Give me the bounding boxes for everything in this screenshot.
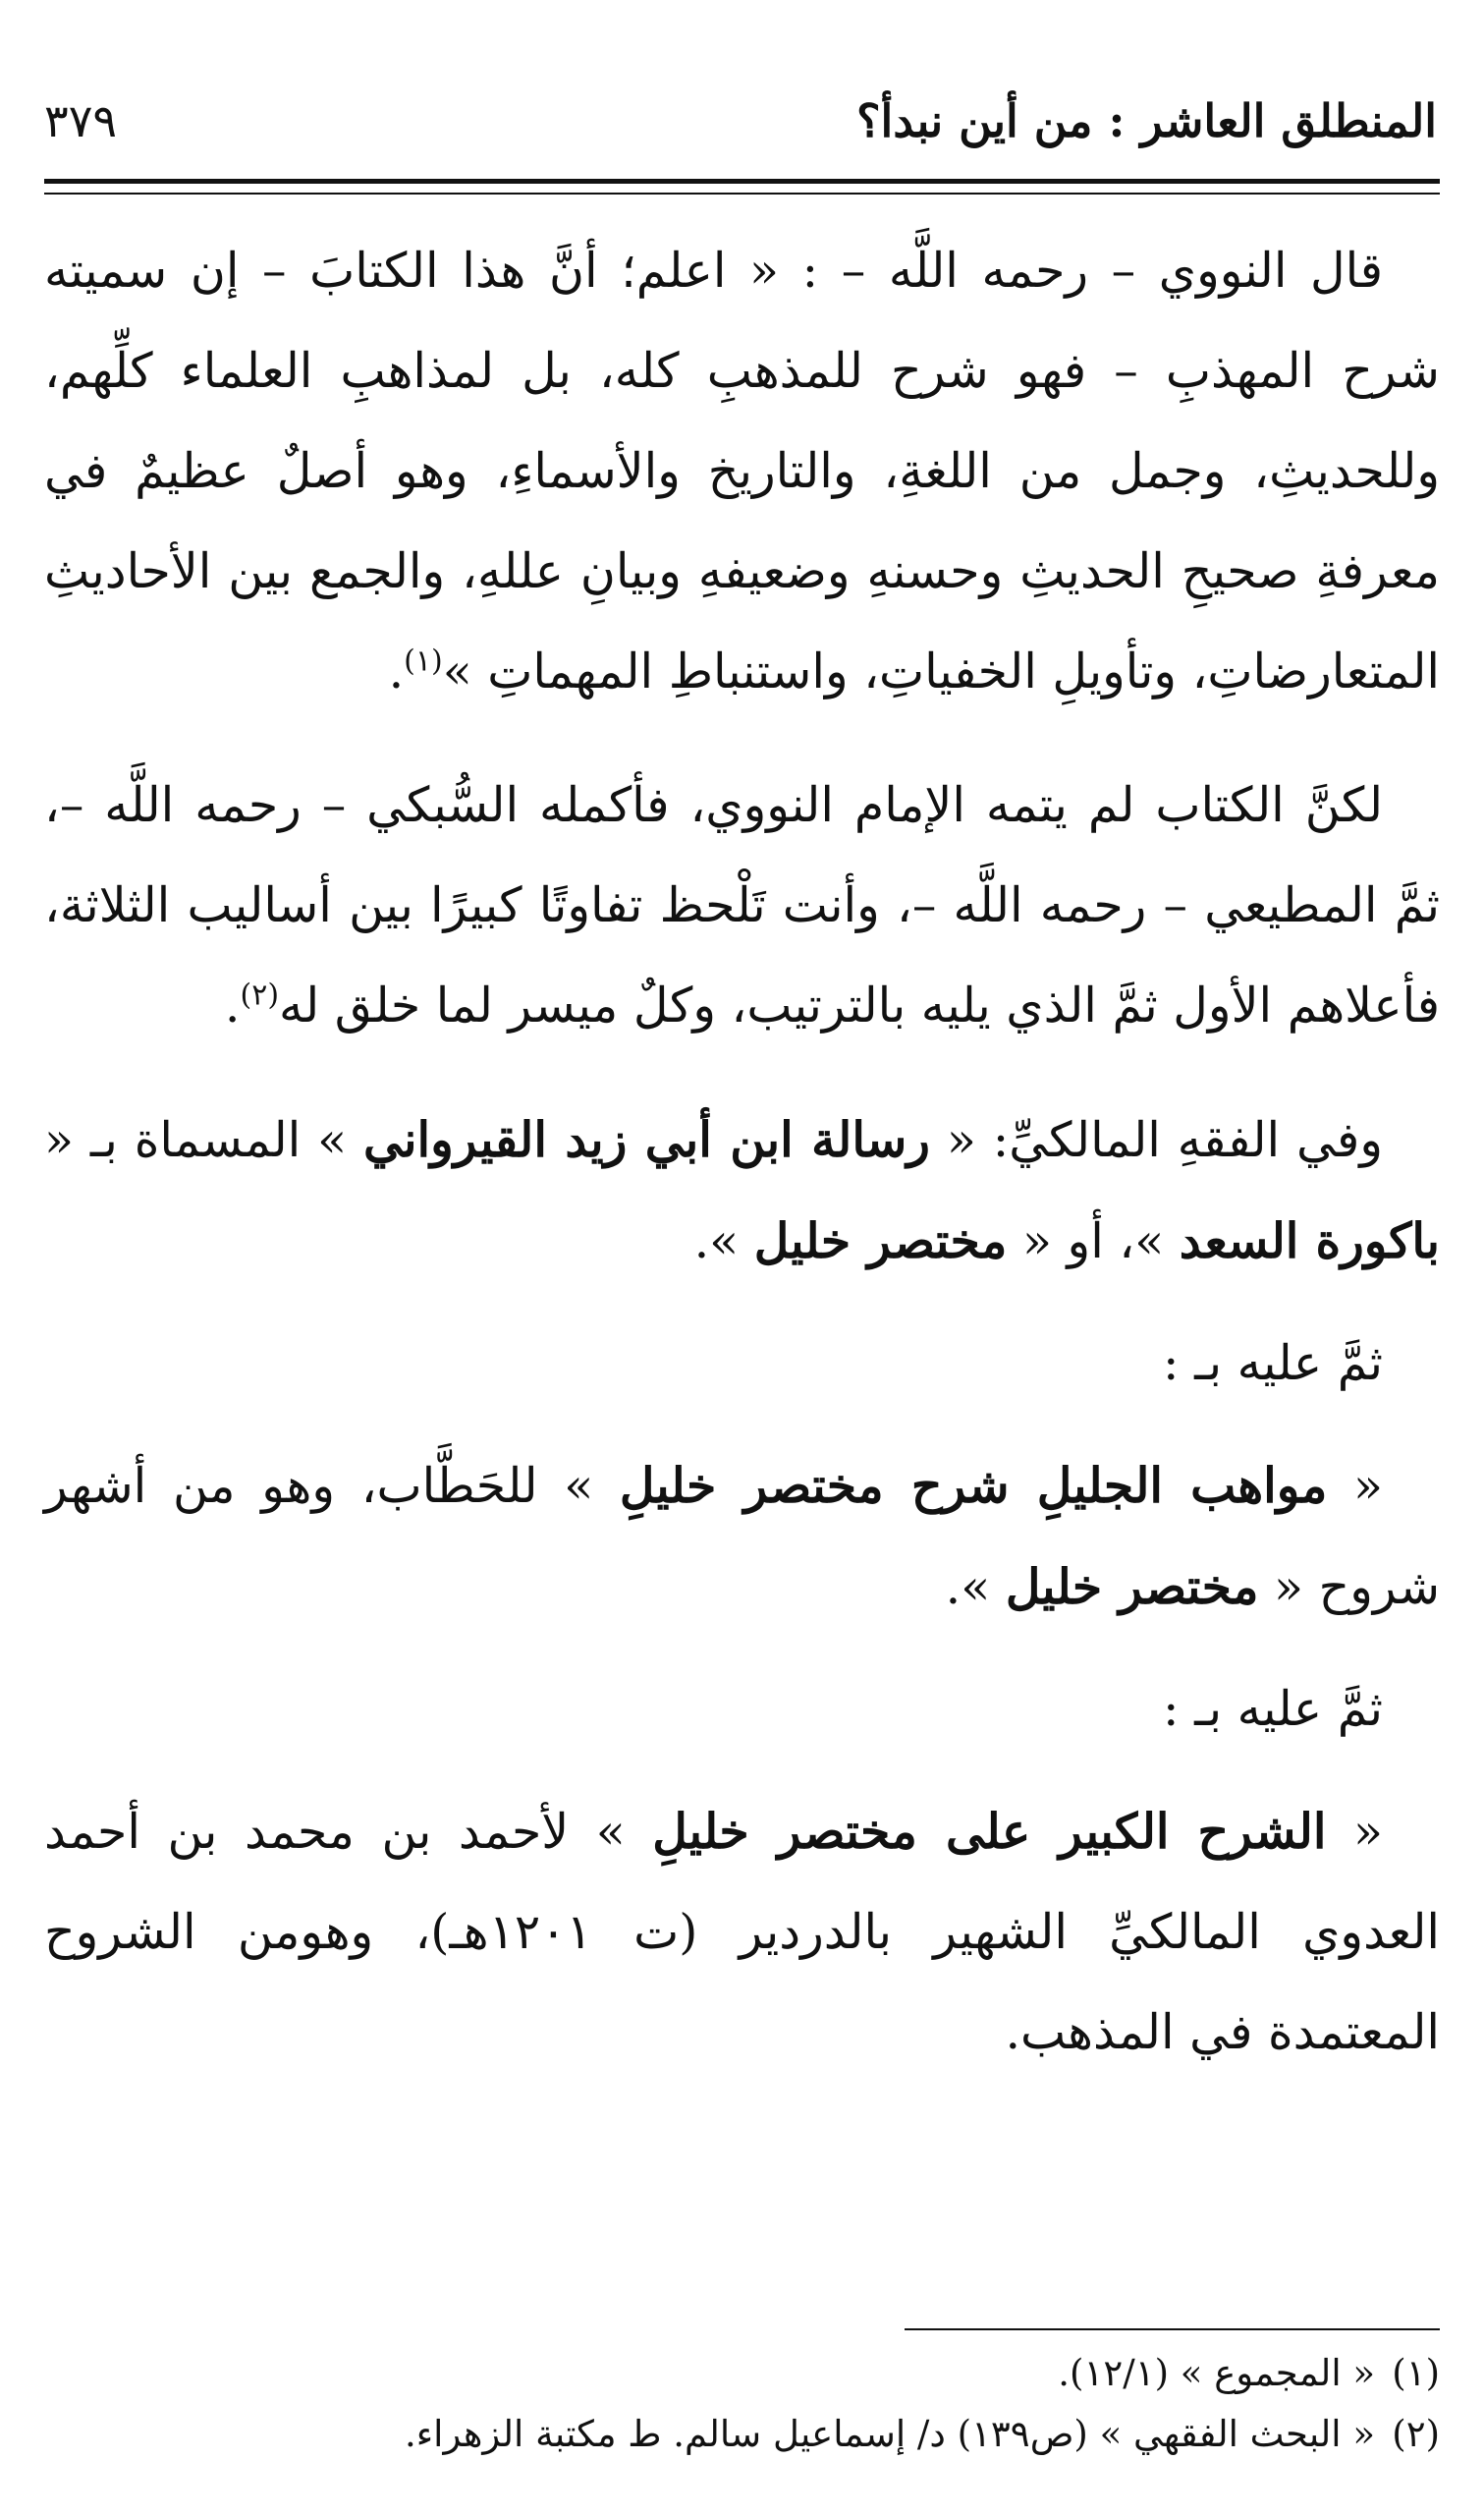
paragraph-text: ثمَّ عليه بـ : bbox=[1163, 1681, 1383, 1737]
paragraph-text: « bbox=[1326, 1804, 1383, 1860]
paragraph-text: وفي الفقهِ المالكيِّ: « bbox=[929, 1112, 1383, 1168]
header-rule-thin bbox=[44, 193, 1440, 195]
paragraph-text: « bbox=[1327, 1458, 1383, 1514]
book-title: رسالة ابن أبي زيد القيرواني bbox=[363, 1111, 930, 1168]
running-title: المنطلق العاشر : من أين نبدأ؟ bbox=[856, 94, 1437, 147]
paragraph-completion bbox=[44, 755, 1440, 1056]
footnote-text: « البحث الفقهي » (ص١٣٩) د/ إسماعيل سالم. ط مكتبة الزهراء. bbox=[405, 2413, 1375, 2455]
paragraph-text: » لأحمد بن محمد بن أحمد العدوي المالكيِّ الشهير بالدردير (ت ١٢٠١هـ)، وهومن الشروح المعتمدة في المذهب. bbox=[44, 1804, 1440, 2060]
paragraph-text: ». bbox=[693, 1213, 754, 1269]
book-title: باكورة السعد bbox=[1179, 1212, 1440, 1269]
header-rule-thick bbox=[44, 179, 1440, 184]
footnote-text: « المجموع » (١٢/١). bbox=[1058, 2352, 1375, 2394]
footnote-number: (١) bbox=[1392, 2352, 1440, 2394]
book-title: مواهب الجليلِ شرح مختصر خليلِ bbox=[619, 1457, 1328, 1514]
page-header bbox=[44, 86, 1437, 165]
footnote-2 bbox=[44, 2404, 1440, 2465]
paragraph-text: » للحَطَّاب، وهو من أشهر شروح « bbox=[44, 1458, 1440, 1615]
footnote-number: (٢) bbox=[1392, 2413, 1440, 2455]
paragraph-mawahib bbox=[44, 1435, 1440, 1638]
footnote-1 bbox=[44, 2343, 1440, 2404]
book-title: مختصر خليل bbox=[1005, 1558, 1259, 1615]
paragraph-text: لكنَّ الكتاب لم يتمه الإمام النووي، فأكمله السُّبكي – رحمه اللَّه –، ثمَّ المطيعي – رحمه اللَّه –، وأنت تَلْحظ تفاوتًا كبيرًا بين أساليب الثلاثة، فأعلاهم الأول ثمَّ الذي يليه بالترتيب، وكلٌ ميسر لما خلق له bbox=[44, 777, 1440, 1034]
footnote-ref-1: (١) bbox=[404, 643, 443, 679]
paragraph-text: » المسماة بـ « bbox=[44, 1112, 364, 1168]
paragraph-sharh-kabir bbox=[44, 1781, 1440, 2083]
body-text bbox=[44, 221, 1440, 2083]
paragraph-text: قال النووي – رحمه اللَّه – : « اعلم؛ أنَّ هذا الكتابَ – إن سميته شرح المهذبِ – فهو شرح للمذهبِ كله، بل لمذاهبِ العلماء كلِّهم، وللحديثِ، وجمل من اللغةِ، والتاريخ والأسماءِ، وهو أصلٌ عظيمٌ في معرفةِ صحيحِ الحديثِ وحسنهِ وضعيفهِ وبيانِ عللهِ، والجمع بين الأحاديثِ المتعارضاتِ، وتأويلِ الخفياتِ، واستنباطِ المهماتِ » bbox=[44, 243, 1440, 699]
paragraph-text: »، أو « bbox=[1007, 1213, 1180, 1269]
paragraph-text: ثمَّ عليه بـ : bbox=[1163, 1335, 1383, 1391]
paragraph-text: . bbox=[388, 643, 405, 699]
paragraph-maliki-fiqh bbox=[44, 1090, 1440, 1292]
page-number: ٣٧٩ bbox=[44, 94, 118, 147]
footnote-separator bbox=[905, 2328, 1440, 2330]
paragraph-then-1 bbox=[44, 1314, 1440, 1414]
book-title: مختصر خليل bbox=[753, 1212, 1008, 1269]
footnote-ref-2: (٢) bbox=[240, 978, 280, 1013]
paragraph-text: . bbox=[224, 978, 241, 1034]
book-title: الشرح الكبير على مختصر خليلِ bbox=[652, 1803, 1327, 1860]
footnotes bbox=[44, 2343, 1440, 2465]
paragraph-then-2 bbox=[44, 1659, 1440, 1760]
paragraph-nawawi-quote bbox=[44, 221, 1440, 722]
paragraph-text: ». bbox=[945, 1559, 1006, 1615]
